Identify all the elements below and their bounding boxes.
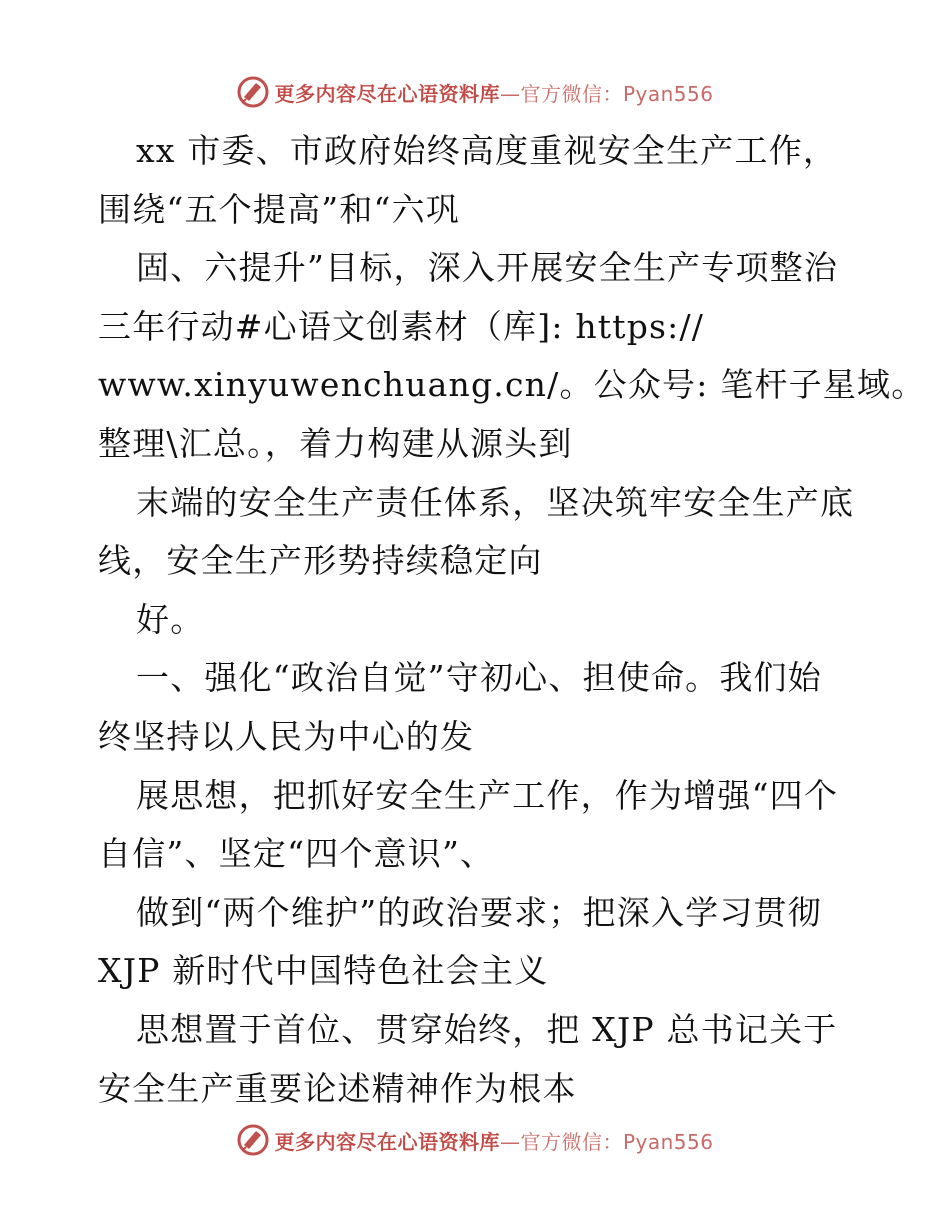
text-line: 安全生产重要论述精神作为根本 xyxy=(98,1068,577,1108)
watermark-main: 更多内容尽在心语资料库 xyxy=(274,81,500,106)
text-line: 展思想，把抓好安全生产工作，作为增强“四个 xyxy=(136,775,839,815)
text-line: 固、六提升”目标，深入开展安全生产专项整治 xyxy=(136,248,839,288)
document-body xyxy=(98,122,926,1118)
text-line: 一、强化“政治自觉”守初心、担使命。我们始 xyxy=(136,658,822,698)
logo-icon xyxy=(236,1123,270,1157)
watermark-main: 更多内容尽在心语资料库 xyxy=(274,1129,500,1154)
watermark-sub: —官方微信：Pyan556 xyxy=(499,1129,714,1154)
text-line: 围绕“五个提高”和“六巩 xyxy=(98,189,461,229)
watermark-text xyxy=(274,78,713,107)
watermark-sub: —官方微信：Pyan556 xyxy=(499,81,714,106)
text-line: 思想置于首位、贯穿始终，把 XJP 总书记关于 xyxy=(136,1009,838,1049)
text-line: 末端的安全生产责任体系，坚决筑牢安全生产底 xyxy=(136,482,855,522)
text-line: 自信”、坚定“四个意识”、 xyxy=(98,834,495,874)
text-line: 终坚持以人民为中心的发 xyxy=(98,716,475,756)
text-line: xx 市委、市政府始终高度重视安全生产工作， xyxy=(136,131,838,170)
text-line: 三年行动#心语文创素材（库]: https:// xyxy=(98,306,705,346)
text-line: 整理\汇总。，着力构建从源头到 xyxy=(98,423,573,463)
text-line: XJP 新时代中国特色社会主义 xyxy=(98,951,549,991)
text-line: 好。 xyxy=(136,599,205,639)
watermark-text xyxy=(274,1126,713,1155)
header-watermark xyxy=(0,72,950,112)
text-line: 做到“两个维护”的政治要求；把深入学习贯彻 xyxy=(136,892,822,932)
footer-watermark xyxy=(0,1120,950,1160)
logo-icon xyxy=(236,75,270,109)
text-line: 线，安全生产形势持续稳定向 xyxy=(98,541,543,581)
text-line: www.xinyuwenchuang.cn/。公众号: 笔杆子星域。 xyxy=(98,365,926,405)
